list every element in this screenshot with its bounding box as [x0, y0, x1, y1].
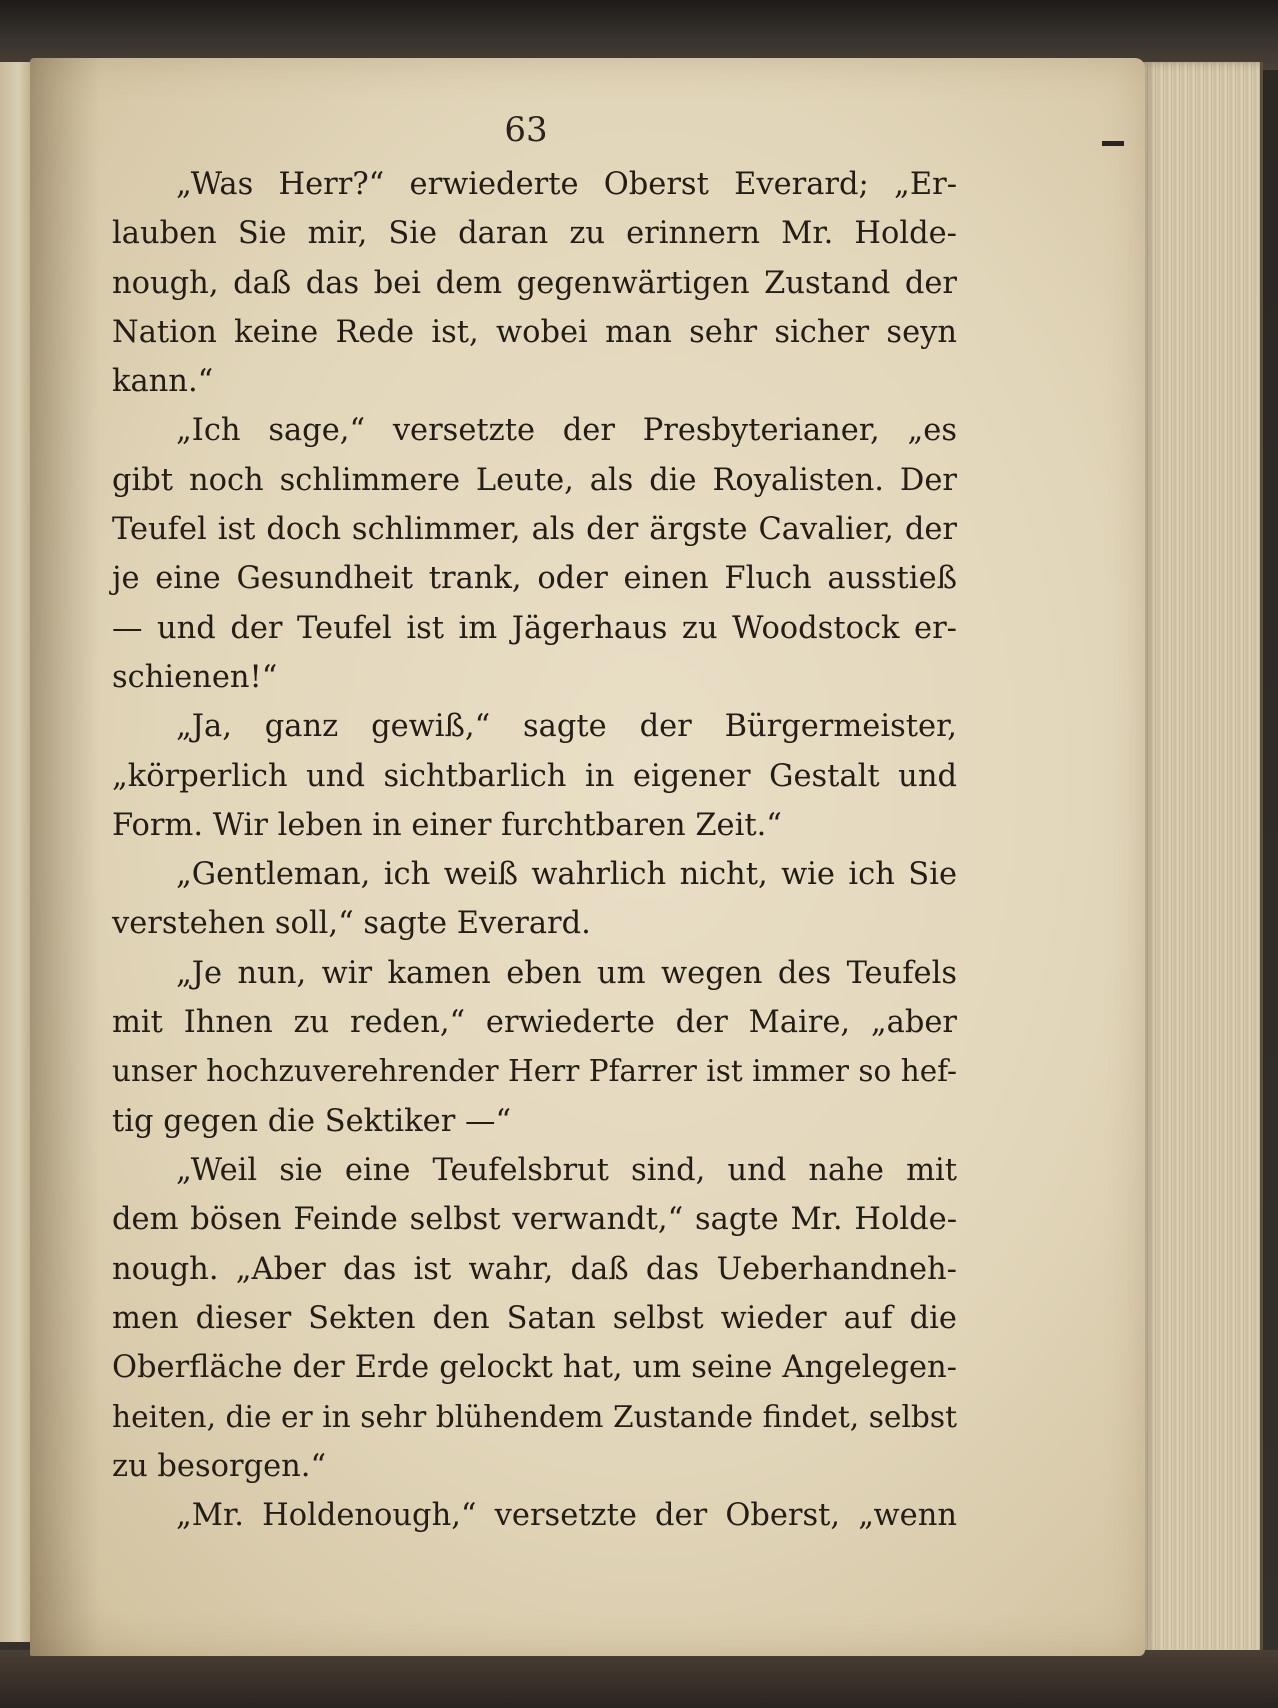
- margin-mark: [1102, 141, 1124, 146]
- page-stack-edges: [1140, 62, 1263, 1662]
- text-line: Teufel ist doch schlimmer, als der ärgste Cavalier, der: [112, 512, 957, 548]
- text-line: „Weil sie eine Teufelsbrut sind, und nahe mit: [176, 1152, 957, 1188]
- text-line: „Je nun, wir kamen eben um wegen des Teufels: [176, 955, 957, 991]
- text-line: kann.“: [112, 364, 214, 400]
- text-line: Oberfläche der Erde gelockt hat, um seine Angelegen-: [112, 1350, 957, 1386]
- text-line: gibt noch schlimmere Leute, als die Royalisten. Der: [112, 462, 957, 498]
- text-line: tig gegen die Sektiker —“: [112, 1103, 512, 1139]
- text-line: verstehen soll,“ sagte Everard.: [112, 906, 591, 942]
- text-line: zu besorgen.“: [112, 1448, 327, 1484]
- text-line: „körperlich und sichtbarlich in eigener Gestalt und: [112, 758, 957, 794]
- text-line: je eine Gesundheit trank, oder einen Fluch ausstieß: [112, 561, 957, 597]
- text-line: unser hochzuverehrender Herr Pfarrer ist immer so hef-: [112, 1054, 957, 1089]
- text-line: lauben Sie mir, Sie daran zu erinnern Mr. Holde-: [112, 216, 957, 252]
- text-line: nough. „Aber das ist wahr, daß das Ueberhandneh-: [112, 1251, 957, 1287]
- text-line: nough, daß das bei dem gegenwärtigen Zustand der: [112, 265, 957, 301]
- text-line: men dieser Sekten den Satan selbst wieder auf die: [112, 1300, 957, 1336]
- text-line: „Was Herr?“ erwiederte Oberst Everard; „Er-: [176, 167, 957, 202]
- text-line: heiten, die er in sehr blühendem Zustande findet, selbst: [112, 1399, 957, 1435]
- text-line: schienen!“: [112, 659, 278, 695]
- text-line: „Mr. Holdenough,“ versetzte der Oberst, „wenn: [176, 1498, 957, 1534]
- page-number: 63: [504, 110, 548, 150]
- text-line: dem bösen Feinde selbst verwandt,“ sagte Mr. Holde-: [112, 1202, 957, 1238]
- text-line: „Ich sage,“ versetzte der Presbyterianer, „es: [176, 413, 957, 449]
- text-line: Nation keine Rede ist, wobei man sehr sicher seyn: [112, 314, 957, 350]
- body-text: [112, 160, 957, 1540]
- book-cover-bottom: [0, 1650, 1278, 1708]
- text-line: — und der Teufel ist im Jägerhaus zu Woodstock er-: [112, 610, 957, 646]
- text-line: „Gentleman, ich weiß wahrlich nicht, wie ich Sie: [176, 857, 957, 893]
- text-line: Form. Wir leben in einer furchtbaren Zeit.“: [112, 807, 782, 843]
- text-line: „Ja, ganz gewiß,“ sagte der Bürgermeister,: [176, 709, 957, 745]
- text-line: mit Ihnen zu reden,“ erwiederte der Maire, „aber: [112, 1005, 957, 1041]
